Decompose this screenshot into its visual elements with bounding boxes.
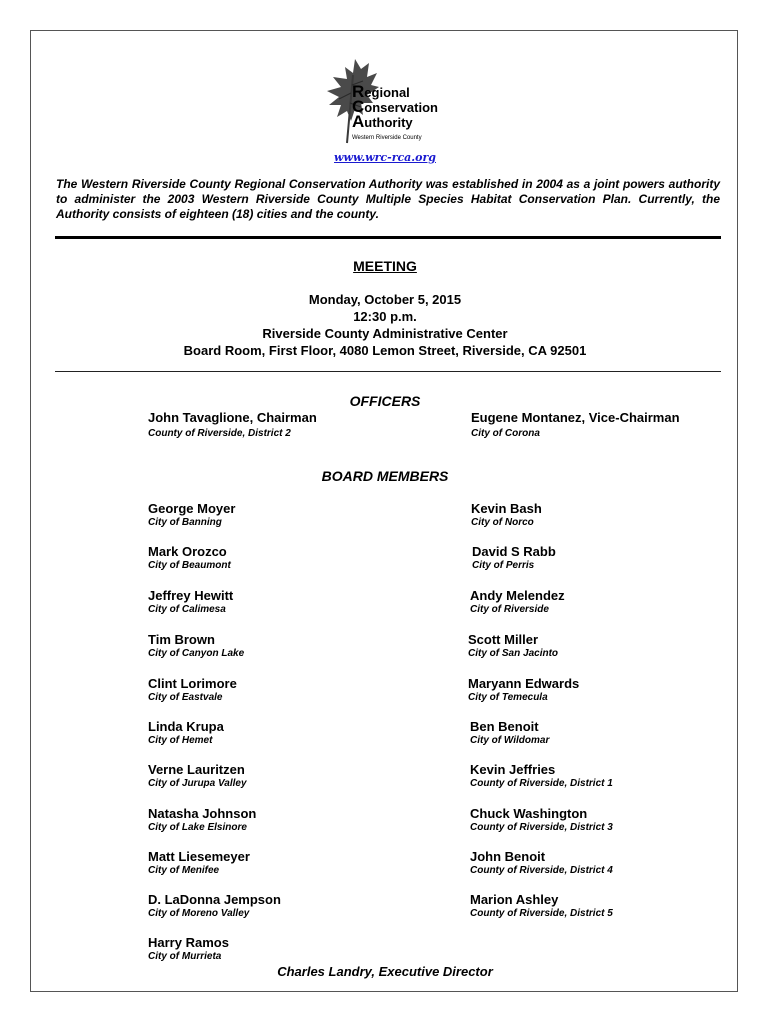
chairman-name: John Tavaglione, Chairman — [148, 410, 317, 425]
board-member-name: Jeffrey Hewitt — [148, 588, 234, 603]
board-member-name: Chuck Washington — [470, 806, 588, 821]
logo-subtitle: Western Riverside County — [352, 135, 422, 141]
logo-line-1: Regional — [352, 82, 410, 101]
vice-chairman-affiliation: City of Corona — [471, 428, 540, 439]
meeting-date: Monday, October 5, 2015 — [308, 292, 462, 307]
board-member-name: Marion Ashley — [470, 892, 559, 907]
board-members-heading: BOARD MEMBERS — [321, 468, 449, 484]
board-member-affiliation: City of Riverside — [470, 604, 549, 615]
meeting-address: Board Room, First Floor, 4080 Lemon Street, Riverside, CA 92501 — [183, 343, 587, 358]
divider-line — [55, 371, 721, 372]
board-member-name: Kevin Jeffries — [470, 762, 556, 777]
logo-line-3: Authority — [352, 112, 413, 131]
board-member-affiliation: City of San Jacinto — [468, 648, 559, 659]
board-member-name: Andy Melendez — [470, 588, 565, 603]
vice-chairman-name: Eugene Montanez, Vice-Chairman — [471, 410, 680, 425]
logo-wordmark — [352, 82, 438, 145]
board-member-affiliation: City of Menifee — [148, 865, 220, 876]
board-member-name: Tim Brown — [148, 632, 215, 647]
board-member-name: Scott Miller — [468, 632, 539, 647]
board-member-name: Ben Benoit — [470, 719, 539, 734]
board-member-name: Maryann Edwards — [468, 676, 580, 691]
board-member-affiliation: City of Banning — [148, 517, 222, 528]
board-member-affiliation: City of Norco — [471, 517, 534, 528]
board-member-affiliation: City of Eastvale — [148, 692, 223, 703]
board-member-name: Clint Lorimore — [148, 676, 237, 691]
board-member-name: Harry Ramos — [148, 935, 229, 950]
board-member-affiliation: City of Perris — [472, 560, 535, 571]
intro-paragraph: The Western Riverside County Regional Conservation Authority was established in 2004 as a joint powers authority to administer the 2003 Western Riverside County Multiple Species Habitat Conservation Plan. Currently, the Authority consists of eighteen (18) cities and the county. — [56, 177, 720, 221]
board-member-affiliation: County of Riverside, District 4 — [470, 865, 613, 876]
chairman-affiliation: County of Riverside, District 2 — [148, 428, 291, 439]
executive-director: Charles Landry, Executive Director — [277, 964, 493, 979]
board-member-affiliation: City of Beaumont — [148, 560, 231, 571]
board-member-name: David S Rabb — [472, 544, 556, 559]
board-member-affiliation: City of Moreno Valley — [148, 908, 250, 919]
board-member-name: Linda Krupa — [148, 719, 224, 734]
page-border — [30, 30, 738, 992]
logo-line-2: Conservation — [352, 97, 438, 116]
board-member-affiliation: County of Riverside, District 3 — [470, 822, 613, 833]
meeting-heading: MEETING — [353, 258, 417, 274]
board-member-name: George Moyer — [148, 501, 236, 516]
board-member-name: Natasha Johnson — [148, 806, 257, 821]
board-member-name: Matt Liesemeyer — [148, 849, 250, 864]
meeting-time: 12:30 p.m. — [353, 309, 417, 324]
board-member-affiliation: City of Jurupa Valley — [148, 778, 247, 789]
board-member-name: John Benoit — [470, 849, 546, 864]
board-member-name: D. LaDonna Jempson — [148, 892, 281, 907]
divider-thick — [55, 236, 721, 239]
meeting-venue: Riverside County Administrative Center — [262, 326, 508, 341]
board-member-name: Mark Orozco — [148, 544, 227, 559]
officers-heading: OFFICERS — [349, 393, 421, 409]
board-member-affiliation: County of Riverside, District 5 — [470, 908, 613, 919]
board-member-affiliation: City of Murrieta — [148, 951, 222, 962]
website-link[interactable]: www.wrc-rca.org — [334, 151, 436, 164]
board-member-name: Verne Lauritzen — [148, 762, 245, 777]
board-member-name: Kevin Bash — [471, 501, 542, 516]
board-member-affiliation: City of Temecula — [468, 692, 548, 703]
board-member-affiliation: City of Calimesa — [148, 604, 226, 615]
board-member-affiliation: City of Canyon Lake — [148, 648, 245, 659]
board-member-affiliation: City of Hemet — [148, 735, 213, 746]
board-member-affiliation: City of Lake Elsinore — [148, 822, 247, 833]
board-member-affiliation: County of Riverside, District 1 — [470, 778, 613, 789]
board-member-affiliation: City of Wildomar — [470, 735, 550, 746]
